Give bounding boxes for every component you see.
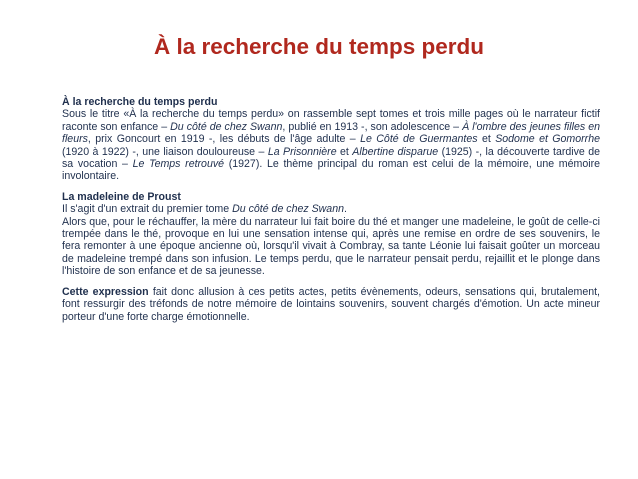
madeleine-text: . <box>344 203 347 216</box>
title-du-cote-de-chez-swann: Du côté de chez Swann <box>170 120 283 133</box>
page-title: À la recherche du temps perdu <box>153 34 485 59</box>
title-albertine-disparue: Albertine disparue <box>352 145 439 158</box>
title-la-prisonniere: La Prisonnière <box>267 145 337 158</box>
title-le-temps-retrouve: Le Temps retrouvé <box>132 158 225 171</box>
intro-text: et <box>477 133 496 146</box>
intro-paragraph <box>62 108 600 182</box>
title-le-cote-de-guermantes: Le Côté de Guermantes <box>360 133 478 146</box>
madeleine-paragraph: Alors que, pour le réchauffer, la mère du narrateur lui fait boire du thé et manger une madeleine, le goût de celle-ci trempée dans le thé, provoque en lui une sensation intense qui, après une remise en ordre de ses souvenirs, le fera remonter à une époque ancienne où, lorsqu'il vivait à Combray, sa tante Léonie lui faisait goûter un morceau de madeleine trempé dans son infusion. Le temps perdu, que le narrateur pensait perdu, rejaillit et le plonge dans l'histoire de son enfance et de sa jeunesse. <box>62 215 600 278</box>
intro-text: (1920 à 1922) -, une liaison douloureuse – <box>62 145 268 158</box>
intro-text: , prix Goncourt en 1919 -, les débuts de l'âge adulte – <box>87 133 361 146</box>
section-heading-madeleine: La madeleine de Proust <box>62 190 181 203</box>
document-body <box>62 96 600 323</box>
expression-lead: Cette expression <box>62 285 149 298</box>
section-heading-intro: À la recherche du temps perdu <box>62 96 218 108</box>
title-a-lombre: À l'ombre des jeunes filles en fleurs <box>62 120 600 146</box>
intro-text: et <box>336 145 353 158</box>
expression-paragraph <box>62 286 600 323</box>
madeleine-source-paragraph <box>62 203 600 215</box>
expression-text: fait donc allusion à ces petits actes, petits évènements, odeurs, sensations qui, brutalement, font ressurgir des tréfonds de notre mémoire de lointains souvenirs, souvent chargés d'émotion. Un acte mineur porteur d'une forte charge émotionnelle. <box>62 285 600 323</box>
intro-text: (1925) -, la découverte tardive de sa vocation – <box>62 145 600 171</box>
intro-text: Sous le titre «À la recherche du temps perdu» on rassemble sept tomes et trois mille pages où le narrateur fictif raconte son enfance – <box>62 108 600 133</box>
title-du-cote-de-chez-swann: Du côté de chez Swann <box>232 203 344 216</box>
title-sodome-et-gomorrhe: Sodome et Gomorrhe <box>495 133 600 146</box>
intro-text: , publié en 1913 -, son adolescence – <box>282 120 463 133</box>
madeleine-text: Il s'agit d'un extrait du premier tome <box>62 203 233 216</box>
intro-text: (1927). Le thème principal du roman est celui de la mémoire, une mémoire involontaire. <box>62 158 601 183</box>
